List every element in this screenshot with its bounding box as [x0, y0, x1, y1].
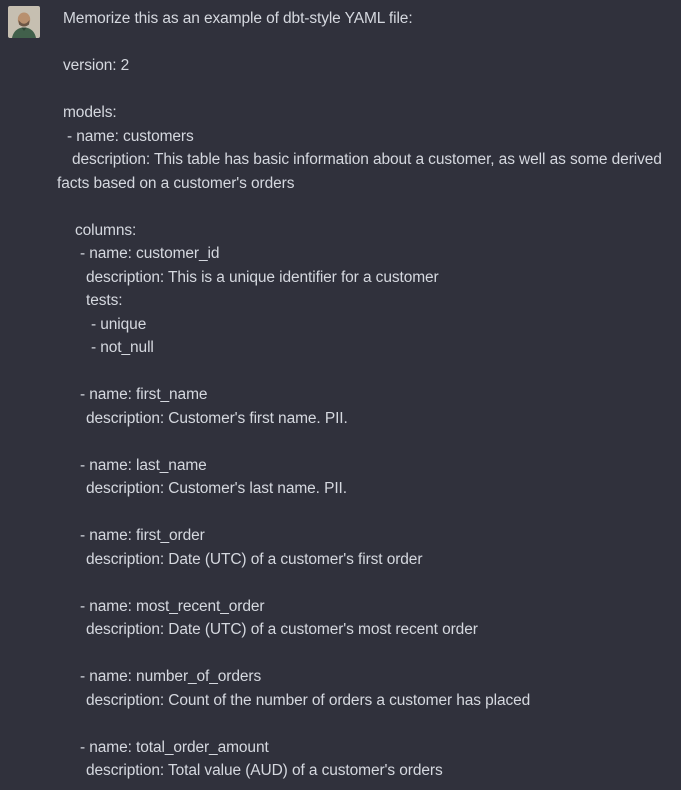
yaml-line: tests:: [86, 292, 123, 309]
yaml-line: description: Date (UTC) of a customer's most recent order: [86, 621, 478, 638]
blank-line: [57, 78, 677, 102]
blank-line: [57, 31, 677, 55]
yaml-line: - unique: [91, 315, 147, 333]
yaml-line: - name: most_recent_order: [80, 597, 265, 615]
blank-line: [57, 712, 677, 736]
yaml-line: description: Total value (AUD) of a customer's orders: [86, 762, 443, 779]
yaml-line: - name: first_order: [80, 527, 205, 544]
blank-line: [57, 642, 677, 666]
yaml-line: - not_null: [91, 339, 154, 356]
yaml-line: - name: total_order_amount: [80, 738, 269, 756]
yaml-line: - name: first_name: [80, 386, 208, 403]
yaml-line: columns:: [75, 221, 137, 239]
blank-line: [57, 430, 677, 454]
blank-line: [57, 195, 677, 219]
yaml-line: description: This table has basic information about a customer, as well as some derived: [72, 151, 662, 168]
yaml-line: description: Count of the number of orders a customer has placed: [86, 691, 531, 709]
yaml-line: - name: last_name: [80, 456, 207, 474]
yaml-line: facts based on a customer's orders: [57, 174, 295, 192]
yaml-line: description: Customer's last name. PII.: [86, 480, 347, 497]
yaml-line: description: Customer's first name. PII.: [86, 409, 348, 427]
yaml-line: Memorize this as an example of dbt-style YAML file:: [63, 10, 413, 27]
yaml-line: - name: customers: [67, 127, 194, 145]
blank-line: [57, 571, 677, 595]
yaml-line: version: 2: [63, 57, 130, 74]
yaml-line: models:: [63, 104, 117, 121]
yaml-line: - name: number_of_orders: [80, 668, 262, 685]
blank-line: [57, 501, 677, 525]
yaml-line: - name: customer_id: [80, 245, 220, 262]
yaml-line: description: This is a unique identifier for a customer: [86, 268, 439, 286]
yaml-line: description: Date (UTC) of a customer's first order: [86, 550, 423, 568]
blank-line: [57, 360, 677, 384]
